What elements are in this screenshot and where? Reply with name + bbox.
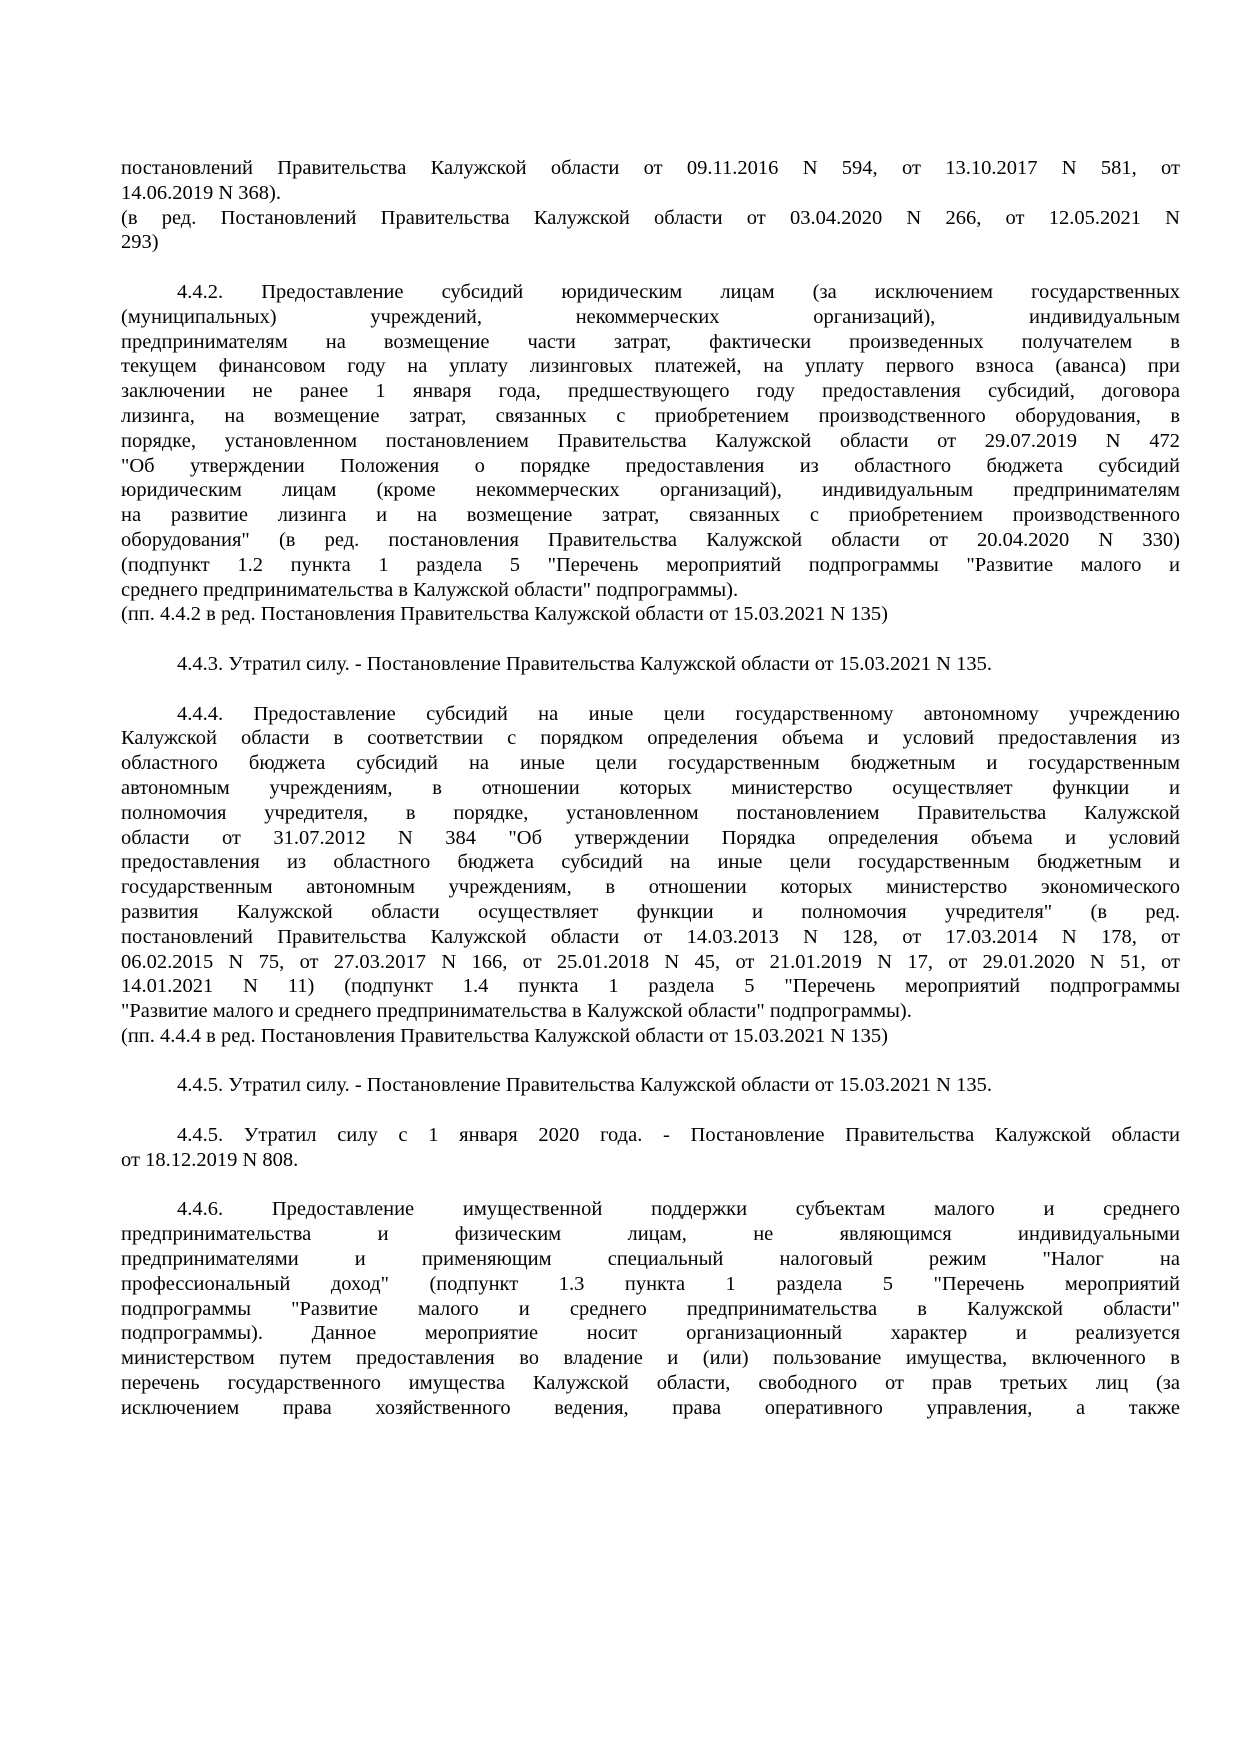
text-line: государственным автономным учреждениям, в отношении которых министерство экономического [121,876,1180,899]
text-line: оборудования" (в ред. постановления Правительства Калужской области от 20.04.2020 N 330) [121,528,1180,551]
text-line: (муниципальных) учреждений, некоммерческих организаций), индивидуальным [121,305,1180,328]
text-line: 4.4.4. Предоставление субсидий на иные цели государственному автономному учреждению [177,702,1180,725]
text-line: 4.4.3. Утратил силу. - Постановление Правительства Калужской области от 15.03.2021 N 135. [177,652,992,675]
document-body [121,156,1180,1421]
text-line: автономным учреждениям, в отношении которых министерство осуществляет функции и [121,776,1180,799]
paragraph [121,1197,1180,1420]
paragraph [121,602,1180,627]
text-line: на развитие лизинга и на возмещение затрат, связанных с приобретением производственного [121,504,1180,527]
paragraph-spacer [121,1173,1180,1198]
text-line: 4.4.5. Утратил силу. - Постановление Правительства Калужской области от 15.03.2021 N 135. [177,1074,992,1097]
paragraph [121,280,1180,602]
paragraph-spacer [121,255,1180,280]
text-line: (пп. 4.4.2 в ред. Постановления Правительства Калужской области от 15.03.2021 N 135) [121,603,888,626]
text-line: области от 31.07.2012 N 384 "Об утверждении Порядка определения объема и условий [121,826,1180,849]
text-line: подпрограммы "Развитие малого и среднего предпринимательства в Калужской области" [121,1297,1180,1320]
text-line: заключении не ранее 1 января года, предшествующего году предоставления субсидий, договора [121,380,1180,403]
paragraph [121,1024,1180,1049]
text-line: порядке, установленном постановлением Правительства Калужской области от 29.07.2019 N 472 [121,429,1180,452]
text-line: 4.4.6. Предоставление имущественной поддержки субъектам малого и среднего [177,1198,1180,1221]
text-line: лизинга, на возмещение затрат, связанных с приобретением производственного оборудования, в [121,404,1180,427]
text-line: предпринимателям на возмещение части затрат, фактически произведенных получателем в [121,330,1180,353]
text-line: 4.4.5. Утратил силу с 1 января 2020 года. - Постановление Правительства Калужской области [177,1124,1180,1147]
text-line: юридическим лицам (кроме некоммерческих организаций), индивидуальным предпринимателям [121,479,1180,502]
paragraph [121,206,1180,256]
paragraph [121,652,1180,677]
text-line: "Об утверждении Положения о порядке предоставления из областного бюджета субсидий [121,454,1180,477]
text-line: (в ред. Постановлений Правительства Калужской области от 03.04.2020 N 266, от 12.05.2021 N [121,206,1180,229]
text-line: профессиональный доход" (подпункт 1.3 пункта 1 раздела 5 "Перечень мероприятий [121,1272,1180,1295]
text-line: подпрограммы). Данное мероприятие носит организационный характер и реализуется [121,1322,1180,1345]
paragraph-spacer [121,1049,1180,1074]
text-line: развития Калужской области осуществляет функции и полномочия учредителя" (в ред. [121,900,1180,923]
text-line: предпринимателями и применяющим специальный налоговый режим "Налог на [121,1248,1180,1271]
text-line: текущем финансовом году на уплату лизинговых платежей, на уплату первого взноса (аванса) при [121,355,1180,378]
text-line: 14.01.2021 N 11) (подпункт 1.4 пункта 1 раздела 5 "Перечень мероприятий подпрограммы [121,975,1180,998]
paragraph-spacer [121,1098,1180,1123]
text-line: "Развитие малого и среднего предпринимательства в Калужской области" подпрограммы). [121,1000,912,1023]
text-line: полномочия учредителя, в порядке, установленном постановлением Правительства Калужской [121,801,1180,824]
text-line: областного бюджета субсидий на иные цели государственным бюджетным и государственным [121,752,1180,775]
text-line: министерством путем предоставления во владение и (или) пользование имущества, включенного в [121,1347,1180,1370]
paragraph [121,1123,1180,1173]
paragraph-spacer [121,627,1180,652]
text-line: постановлений Правительства Калужской области от 14.03.2013 N 128, от 17.03.2014 N 178, от [121,925,1180,948]
text-line: среднего предпринимательства в Калужской области" подпрограммы). [121,578,739,601]
paragraph [121,702,1180,1024]
text-line: 14.06.2019 N 368). [121,181,282,204]
paragraph [121,1073,1180,1098]
text-line: 4.4.2. Предоставление субсидий юридическим лицам (за исключением государственных [177,280,1180,303]
text-line: от 18.12.2019 N 808. [121,1148,299,1171]
paragraph-spacer [121,677,1180,702]
text-line: 293) [121,231,159,254]
text-line: предоставления из областного бюджета субсидий на иные цели государственным бюджетным и [121,851,1180,874]
text-line: Калужской области в соответствии с порядком определения объема и условий предоставления из [121,727,1180,750]
text-line: 06.02.2015 N 75, от 27.03.2017 N 166, от 25.01.2018 N 45, от 21.01.2019 N 17, от 29.01.2020 N 51, от [121,950,1180,973]
text-line: перечень государственного имущества Калужской области, свободного от прав третьих лиц (за [121,1372,1180,1395]
text-line: (пп. 4.4.4 в ред. Постановления Правительства Калужской области от 15.03.2021 N 135) [121,1024,888,1047]
text-line: исключением права хозяйственного ведения, права оперативного управления, а также [121,1396,1180,1419]
paragraph [121,156,1180,206]
text-line: (подпункт 1.2 пункта 1 раздела 5 "Перечень мероприятий подпрограммы "Развитие малого и [121,553,1180,576]
text-line: предпринимательства и физическим лицам, не являющимся индивидуальными [121,1223,1180,1246]
text-line: постановлений Правительства Калужской области от 09.11.2016 N 594, от 13.10.2017 N 581, от [121,157,1180,179]
